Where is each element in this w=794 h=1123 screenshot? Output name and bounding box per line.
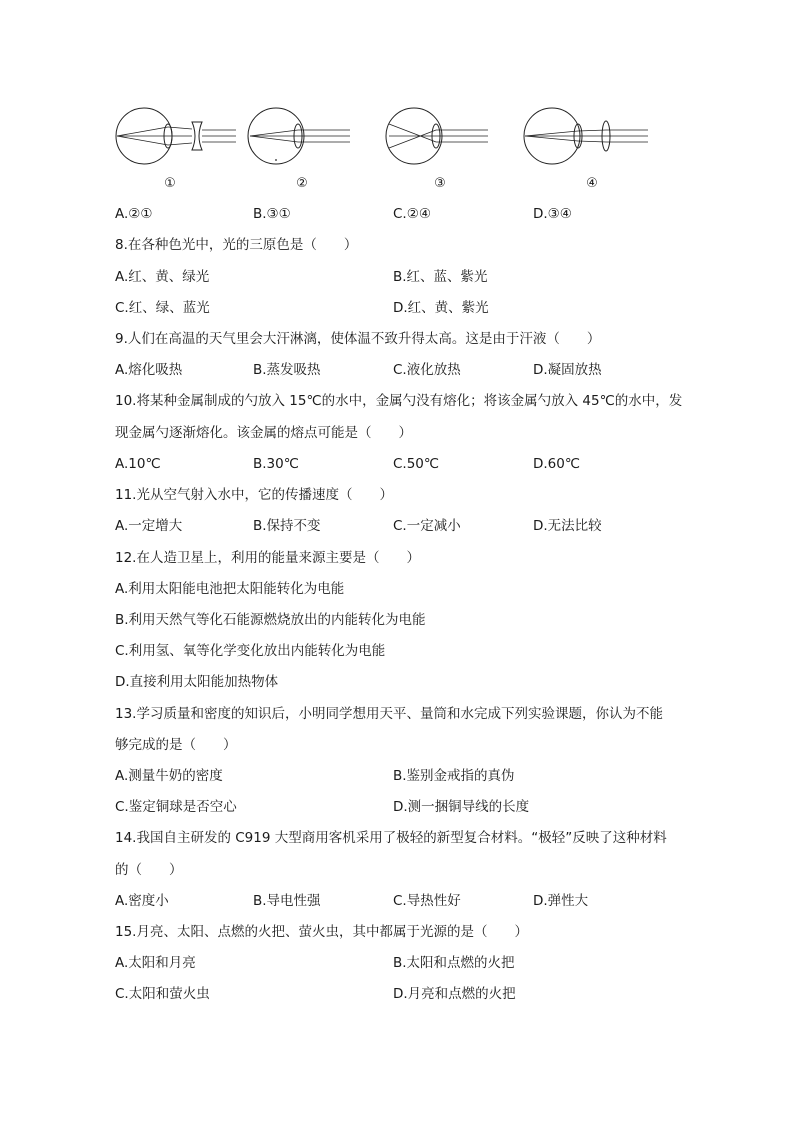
q14-option-b: B.导电性强 [253,893,321,909]
q8-option-b: B.红、蓝、紫光 [393,269,488,285]
q13-option-c: C.鉴定铜球是否空心 [115,799,237,815]
q13-option-a: A.测量牛奶的密度 [115,768,223,784]
q14-stem-line2: 的（ ） [115,862,183,878]
q10-stem-line1: 10.将某种金属制成的勺放入 15℃的水中，金属勺没有熔化；将该金属勺放入 45℃的水中，发 [115,393,683,409]
eye-myopia-focus-icon [382,96,522,176]
q7-option-c: C.②④ [393,206,431,222]
eye-with-convex-lens-icon [520,96,660,176]
q10-option-d: D.60℃ [533,456,581,472]
q14-option-c: C.导热性好 [393,893,461,909]
q9-option-b: B.蒸发吸热 [253,362,321,378]
q15-stem: 15.月亮、太阳、点燃的火把、萤火虫，其中都属于光源的是（ ） [115,924,528,940]
q15-option-b: B.太阳和点燃的火把 [393,955,515,971]
q14-stem-line1: 14.我国自主研发的 C919 大型商用客机采用了极轻的新型复合材料。“极轻”反映了这种材料 [115,830,667,846]
eye-with-concave-lens-icon [108,96,248,176]
q15-option-c: C.太阳和萤火虫 [115,986,210,1002]
q7-option-a: A.②① [115,206,153,222]
q13-option-d: D.测一捆铜导线的长度 [393,799,530,815]
q12-option-d: D.直接利用太阳能加热物体 [115,674,279,690]
q12-option-a: A.利用太阳能电池把太阳能转化为电能 [115,581,345,597]
q11-option-b: B.保持不变 [253,518,321,534]
q14-option-d: D.弹性大 [533,893,589,909]
q7-option-d: D.③④ [533,206,572,222]
q9-stem: 9.人们在高温的天气里会大汗淋漓，使体温不致升得太高。这是由于汗液（ ） [115,331,601,347]
q12-stem: 12.在人造卫星上，利用的能量来源主要是（ ） [115,550,420,566]
eye-diagram-2 [246,96,386,196]
figure-label-1: ① [164,176,176,191]
eye-diagram-3 [382,96,522,196]
q13-stem-line2: 够完成的是（ ） [115,737,237,753]
figure-label-3: ③ [434,176,446,191]
eye-normal-focus-icon [246,96,386,176]
q10-stem-line2: 现金属勺逐渐熔化。该金属的熔点可能是（ ） [115,425,412,441]
eye-diagram-1 [108,96,248,196]
q13-stem-line1: 13.学习质量和密度的知识后，小明同学想用天平、量筒和水完成下列实验课题，你认为不能 [115,706,663,722]
q9-option-a: A.熔化吸热 [115,362,183,378]
q12-option-c: C.利用氢、氧等化学变化放出内能转化为电能 [115,643,386,659]
q10-option-c: C.50℃ [393,456,440,472]
q8-option-c: C.红、绿、蓝光 [115,300,210,316]
q11-option-a: A.一定增大 [115,518,183,534]
q11-option-d: D.无法比较 [533,518,602,534]
q9-option-c: C.液化放热 [393,362,461,378]
q11-stem: 11.光从空气射入水中，它的传播速度（ ） [115,487,393,503]
q8-option-a: A.红、黄、绿光 [115,269,210,285]
q12-option-b: B.利用天然气等化石能源燃烧放出的内能转化为电能 [115,612,426,628]
q15-option-d: D.月亮和点燃的火把 [393,986,516,1002]
q9-option-d: D.凝固放热 [533,362,602,378]
figure-label-2: ② [296,176,308,191]
q13-option-b: B.鉴别金戒指的真伪 [393,768,515,784]
figure-label-4: ④ [586,176,598,191]
q10-option-a: A.10℃ [115,456,161,472]
q11-option-c: C.一定减小 [393,518,461,534]
q15-option-a: A.太阳和月亮 [115,955,196,971]
eye-diagrams [108,96,668,196]
q8-stem: 8.在各种色光中，光的三原色是（ ） [115,237,358,253]
q7-option-b: B.③① [253,206,291,222]
eye-diagram-4 [520,96,660,196]
q14-option-a: A.密度小 [115,893,169,909]
q8-option-d: D.红、黄、紫光 [393,300,489,316]
q10-option-b: B.30℃ [253,456,299,472]
